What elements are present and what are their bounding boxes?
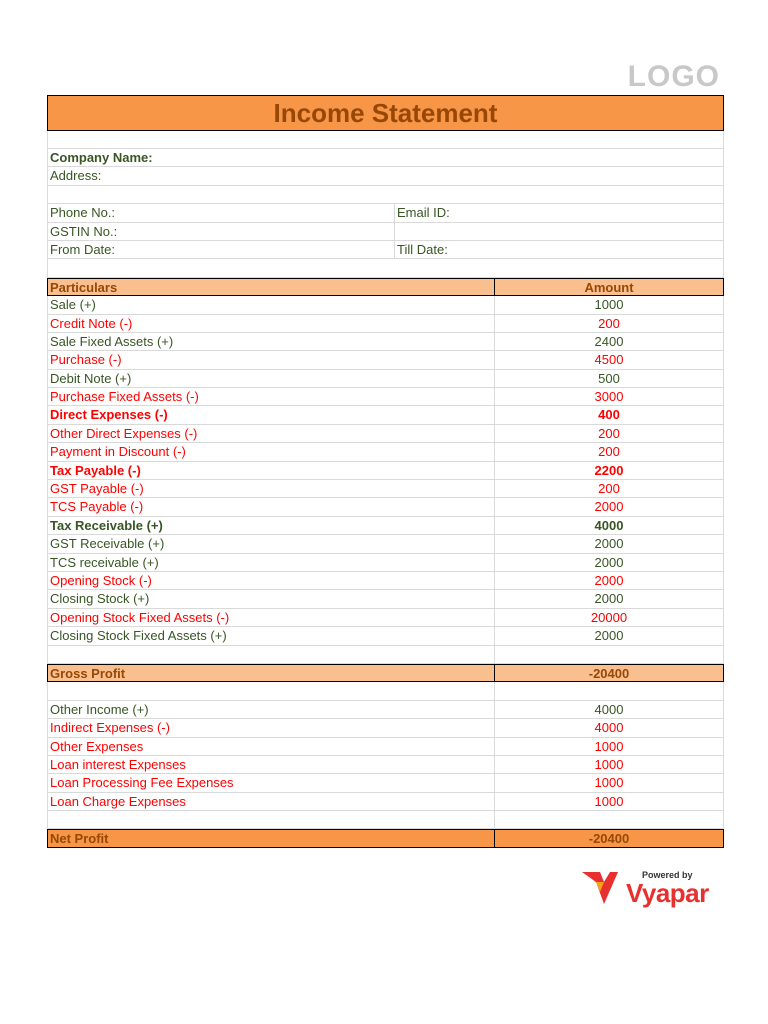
row-label: Closing Stock (+) [48, 590, 495, 607]
table-header [47, 278, 724, 296]
table-row [47, 590, 724, 608]
table-row [47, 793, 724, 811]
company-name-label: Company Name: [50, 150, 153, 165]
address-label: Address: [50, 168, 102, 184]
table-row [47, 351, 724, 369]
row-amount: 2000 [594, 591, 624, 607]
vyapar-logo-icon [582, 868, 622, 908]
income-statement-sheet [47, 95, 724, 848]
spacer-row [47, 131, 724, 149]
row-amount: 200 [598, 425, 620, 441]
net-profit-row [47, 829, 724, 847]
table-row [47, 517, 724, 535]
table-row [47, 554, 724, 572]
row-label: Closing Stock Fixed Assets (+) [48, 627, 495, 644]
row-label: Tax Receivable (+) [48, 517, 495, 534]
row-label: Opening Stock Fixed Assets (-) [48, 609, 495, 626]
gross-profit-label: Gross Profit [48, 665, 495, 681]
powered-by-logo [582, 868, 712, 908]
spacer-row [47, 259, 724, 277]
date-row [47, 241, 724, 259]
row-amount: 200 [598, 481, 620, 497]
table-row [47, 719, 724, 737]
row-label: Opening Stock (-) [48, 572, 495, 589]
row-amount: 2200 [594, 462, 624, 478]
table-row [47, 462, 724, 480]
phone-email-row [47, 204, 724, 222]
logo-placeholder: LOGO [627, 60, 720, 93]
net-profit-label: Net Profit [48, 830, 495, 846]
table-row [47, 535, 724, 553]
row-label: Loan Charge Expenses [48, 793, 495, 810]
row-amount: 2000 [594, 536, 624, 552]
row-label: Purchase Fixed Assets (-) [48, 388, 495, 405]
row-amount: 1000 [594, 738, 624, 754]
row-amount: 200 [598, 315, 620, 331]
row-label: Purchase (-) [48, 351, 495, 368]
row-label: Other Direct Expenses (-) [48, 425, 495, 442]
spacer-row [47, 811, 724, 829]
row-amount: 4000 [594, 517, 624, 533]
table-row [47, 701, 724, 719]
other-items-list [47, 701, 724, 811]
table-row [47, 738, 724, 756]
row-label: Tax Payable (-) [48, 462, 495, 479]
table-row [47, 572, 724, 590]
row-amount: 2000 [594, 554, 624, 570]
row-amount: 2400 [594, 333, 624, 349]
gstin-label: GSTIN No.: [48, 223, 395, 240]
table-row [47, 315, 724, 333]
brand-name: Vyapar [626, 878, 709, 908]
page-title: Income Statement [47, 95, 724, 131]
table-row [47, 425, 724, 443]
row-amount: 2000 [594, 628, 624, 644]
table-row [47, 443, 724, 461]
gstin-row [47, 223, 724, 241]
table-row [47, 388, 724, 406]
row-label: Loan Processing Fee Expenses [48, 774, 495, 791]
row-amount: 2000 [594, 572, 624, 588]
row-label: Sale Fixed Assets (+) [48, 333, 495, 350]
row-label: TCS receivable (+) [48, 554, 495, 571]
table-row [47, 333, 724, 351]
row-label: Other Expenses [48, 738, 495, 755]
particulars-header: Particulars [48, 279, 495, 295]
row-amount: 500 [598, 370, 620, 386]
row-label: Sale (+) [48, 296, 495, 313]
row-amount: 200 [598, 444, 620, 460]
company-name-row [47, 149, 724, 167]
address-row [47, 167, 724, 185]
powered-by-text: Powered by [642, 870, 693, 880]
row-amount: 20000 [590, 609, 628, 625]
table-row [47, 296, 724, 314]
table-row [47, 627, 724, 645]
table-row [47, 774, 724, 792]
email-label: Email ID: [397, 205, 450, 221]
row-amount: 4500 [594, 352, 624, 368]
row-label: Debit Note (+) [48, 370, 495, 387]
row-label: TCS Payable (-) [48, 498, 495, 515]
row-label: Indirect Expenses (-) [48, 719, 495, 736]
row-amount: 1000 [594, 297, 624, 313]
net-profit-amount: -20400 [588, 831, 630, 847]
row-amount: 4000 [594, 701, 624, 717]
amount-header: Amount [584, 279, 634, 295]
row-label: GST Payable (-) [48, 480, 495, 497]
gross-profit-amount: -20400 [588, 665, 630, 681]
row-label: Credit Note (-) [48, 315, 495, 332]
table-row [47, 480, 724, 498]
spacer-row [47, 682, 724, 700]
row-amount: 400 [598, 407, 620, 423]
gross-profit-row [47, 664, 724, 682]
spacer-row [47, 646, 724, 664]
row-amount: 3000 [594, 389, 624, 405]
row-label: GST Receivable (+) [48, 535, 495, 552]
row-label: Direct Expenses (-) [48, 406, 495, 423]
table-row [47, 756, 724, 774]
row-label: Loan interest Expenses [48, 756, 495, 773]
row-amount: 2000 [594, 499, 624, 515]
row-amount: 1000 [594, 756, 624, 772]
row-amount: 1000 [594, 793, 624, 809]
items-list [47, 296, 724, 645]
row-label: Payment in Discount (-) [48, 443, 495, 460]
till-date-label: Till Date: [397, 241, 448, 257]
row-amount: 1000 [594, 775, 624, 791]
table-row [47, 609, 724, 627]
table-row [47, 406, 724, 424]
row-amount: 4000 [594, 720, 624, 736]
row-label: Other Income (+) [48, 701, 495, 718]
from-date-label: From Date: [48, 241, 395, 258]
address-row-2 [47, 186, 724, 204]
table-row [47, 370, 724, 388]
table-row [47, 498, 724, 516]
phone-label: Phone No.: [48, 204, 395, 221]
